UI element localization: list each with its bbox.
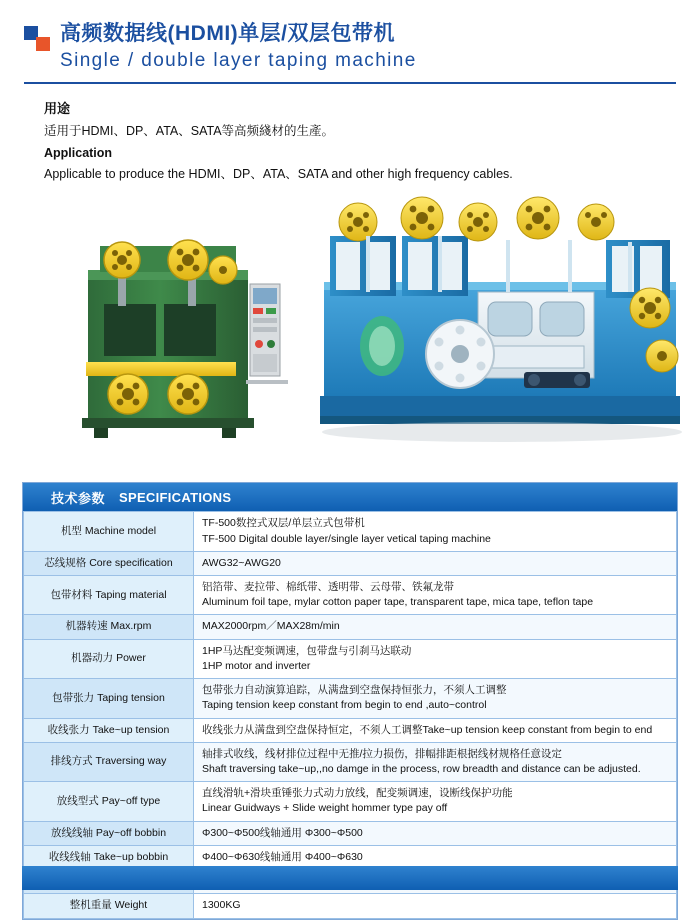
- spec-title-cn: 技术参数: [51, 490, 106, 506]
- spec-value-line: TF-500 Digital double layer/single layer vetical taping machine: [202, 532, 491, 545]
- machine-photo-green: [60, 212, 290, 447]
- table-row: [24, 894, 677, 918]
- spec-value-line: 轴排式收线，线材排位过程中无推/拉力损伤，排幅排距根据线材规格任意设定: [202, 747, 562, 760]
- logo-icon: [24, 26, 50, 52]
- spec-value-line: 包带张力自动演算追踪，从满盘到空盘保持恒张力，不须人工调整: [202, 684, 507, 697]
- spec-value-line: 1HP motor and inverter: [202, 659, 311, 672]
- table-row: [24, 551, 677, 575]
- spec-key: 放线线轴 Pay~off bobbin: [24, 821, 194, 845]
- application-text-en: Applicable to produce the HDMI、DP、ATA、SATA and other high frequency cables.: [44, 167, 513, 182]
- specifications-table: [23, 511, 677, 918]
- spec-key: 收线张力 Take~up tension: [24, 718, 194, 742]
- specifications-header: [23, 483, 677, 511]
- page-left-edge: [0, 0, 10, 900]
- spec-key: 机型 Machine model: [24, 512, 194, 551]
- product-photos: [14, 196, 686, 476]
- table-row: [24, 742, 677, 781]
- application-text-cn: 适用于HDMI、DP、ATA、SATA等高频綫材的生產。: [44, 123, 335, 138]
- page-header: [0, 0, 700, 72]
- spec-value-line: 直线滑轨+滑块重锤张力式动力放线，配变频调速，设断线保护功能: [202, 787, 513, 800]
- spec-value-line: 1300KG: [202, 899, 241, 912]
- spec-key: 放线型式 Pay~off type: [24, 782, 194, 821]
- footer-bar: [22, 866, 678, 890]
- spec-value: [194, 615, 677, 639]
- spec-value: [194, 742, 677, 781]
- specifications-section: [22, 482, 678, 919]
- spec-value: [194, 894, 677, 918]
- spec-value-line: Linear Guidways + Slide weight hommer type pay off: [202, 802, 448, 815]
- spec-value: [194, 551, 677, 575]
- spec-value-line: AWG32~AWG20: [202, 556, 281, 569]
- table-row: [24, 679, 677, 718]
- spec-value: [194, 576, 677, 615]
- page-title-cn: 高频数据线(HDMI)单层/双层包带机: [60, 22, 395, 45]
- spec-value-line: Shaft traversing take~up,,no damge in the process, row breadth and distance can be adjusted.: [202, 762, 641, 775]
- spec-value-line: Φ400~Φ630线轴通用 Φ400~Φ630: [202, 850, 363, 863]
- table-row: [24, 718, 677, 742]
- spec-value: [194, 782, 677, 821]
- application-block: [44, 98, 700, 186]
- spec-value: [194, 639, 677, 678]
- application-label-en: Application: [44, 145, 113, 160]
- spec-value-line: Taping tension keep constant from begin to end ,auto~control: [202, 699, 487, 712]
- page-title-en: Single / double layer taping machine: [60, 50, 417, 72]
- table-row: [24, 782, 677, 821]
- table-row: [24, 615, 677, 639]
- header-divider: [24, 82, 676, 84]
- spec-value-line: MAX2000rpm／MAX28m/min: [202, 620, 340, 633]
- spec-key: 机器动力 Power: [24, 639, 194, 678]
- spec-key: 整机重量 Weight: [24, 894, 194, 918]
- spec-value-line: TF-500数控式双层/单层立式包带机: [202, 517, 365, 530]
- table-row: [24, 576, 677, 615]
- spec-key: 收线线轴 Take~up bobbin: [24, 845, 194, 869]
- table-row: [24, 639, 677, 678]
- spec-key: 包带材料 Taping material: [24, 576, 194, 615]
- spec-value: [194, 821, 677, 845]
- spec-value: [194, 718, 677, 742]
- table-row: [24, 512, 677, 551]
- spec-value: [194, 512, 677, 551]
- machine-photo-blue: [310, 196, 694, 461]
- spec-value-line: 1HP马达配变频调速，包带盘与引刹马达联动: [202, 644, 412, 657]
- spec-key: 排线方式 Traversing way: [24, 742, 194, 781]
- table-row: [24, 821, 677, 845]
- application-label-cn: 用途: [44, 100, 71, 116]
- spec-value-line: Φ300~Φ500线轴通用 Φ300~Φ500: [202, 826, 363, 839]
- spec-value-line: Aluminum foil tape, mylar cotton paper tape, transparent tape, mica tape, teflon tape: [202, 596, 594, 609]
- spec-title-en: SPECIFICATIONS: [119, 489, 232, 505]
- spec-key: 机器转速 Max.rpm: [24, 615, 194, 639]
- spec-value-line: 收线张力从满盘到空盘保持恒定，不须人工调整Take~up tension keep constant from begin to end: [202, 723, 653, 736]
- title-block: [60, 22, 417, 72]
- spec-key: 包带张力 Taping tension: [24, 679, 194, 718]
- spec-key: 芯线规格 Core specification: [24, 551, 194, 575]
- spec-value-line: 铝箔带、麦拉带、棉纸带、透明带、云母带、铁氟龙带: [202, 581, 454, 594]
- spec-value: [194, 679, 677, 718]
